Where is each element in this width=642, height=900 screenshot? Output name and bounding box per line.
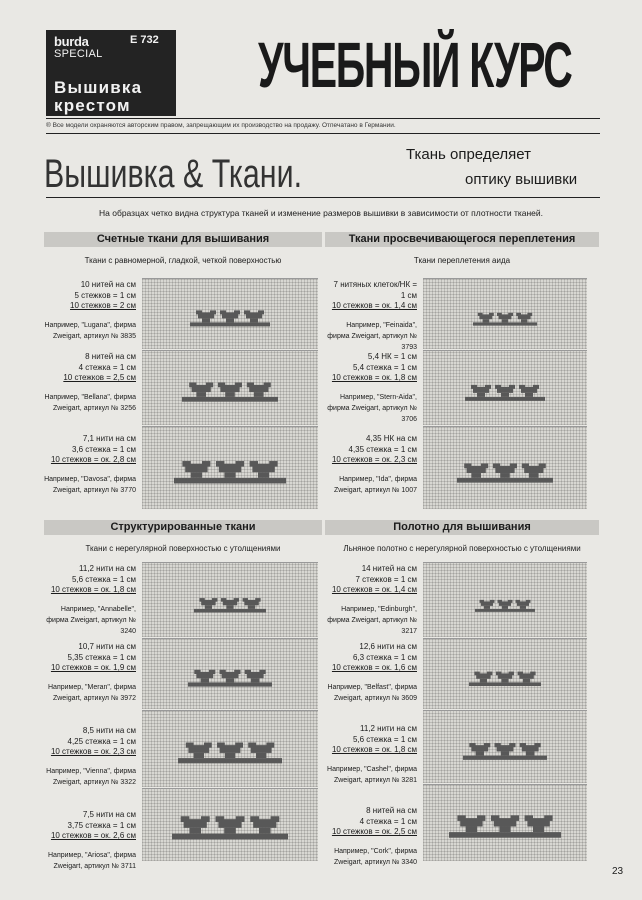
stitch-block <box>509 385 515 389</box>
fabric-spec <box>44 280 136 342</box>
fabric-swatch <box>142 710 318 787</box>
stitch-block <box>190 322 270 326</box>
thread-count: 8 нитей на см <box>366 806 417 815</box>
stitch-length: 10 стежков = ок. 1,4 см <box>331 301 417 310</box>
stitch-block <box>449 832 561 838</box>
fabric-spec <box>325 434 417 496</box>
fabric-swatch <box>423 562 587 637</box>
stitch-block <box>254 392 264 397</box>
panel-subtitle: Ткани переплетения аида <box>413 256 511 265</box>
stitch-block <box>224 828 236 834</box>
stitch-block <box>236 461 244 467</box>
stitch-block <box>248 605 255 609</box>
stitch-block <box>234 310 240 314</box>
stitch-block <box>457 815 465 821</box>
stitch-block <box>463 756 547 760</box>
stitch-block <box>235 743 243 748</box>
stitch-block <box>509 743 515 747</box>
panel-subtitle: Льняное полотно с нерегулярной поверхностью с утолщениями <box>343 544 581 553</box>
stitch-block <box>516 313 521 316</box>
stitch-block <box>255 598 260 602</box>
magazine-title-line1: Вышивка <box>54 78 143 97</box>
stitch-block <box>196 392 206 397</box>
copyright-rule <box>46 133 600 134</box>
stitch-block <box>527 313 532 316</box>
fabric-swatch <box>423 638 587 709</box>
stitch-block <box>202 318 210 322</box>
stitch-block <box>234 670 240 674</box>
tagline-line2: оптику вышивки <box>465 171 578 188</box>
stitch-length: 10 стежков = 2,5 см <box>63 373 136 382</box>
thread-count: 10 нитей на см <box>80 280 136 289</box>
panel-counted-fabrics <box>44 232 322 502</box>
thread-count: 8,5 нити на см <box>82 726 136 735</box>
panel-linen-fabrics <box>325 520 599 866</box>
stitch-block <box>189 828 201 834</box>
fabric-spec <box>325 564 417 637</box>
panel-structured-fabrics <box>44 520 322 870</box>
stitch-block <box>474 672 479 676</box>
panel-title: Ткани просвечивающегося переплетения <box>325 232 599 247</box>
stitch-block <box>487 672 492 676</box>
cross-stitch-motif <box>423 563 587 637</box>
fabric-product-note: Например, "Stern-Aida", фирма Zweigart, артикул № 3706 <box>327 393 417 423</box>
intro-text: На образцах четко видна структура тканей и изменение размеров вышивки в зависимости от плотности тканей. <box>99 208 543 218</box>
stitch-length: 10 стежков = ок. 2,3 см <box>50 747 136 756</box>
stitch-block <box>258 472 269 478</box>
fabric-swatch <box>423 784 587 861</box>
cross-stitch-motif <box>142 711 318 787</box>
stitch-block <box>481 463 488 468</box>
stitch-length: 10 стежков = ок. 2,8 см <box>50 455 136 464</box>
panel-aida-fabrics <box>325 232 599 502</box>
thread-count: 7,5 нити на см <box>82 810 136 819</box>
stitch-length: 10 стежков = ок. 2,6 см <box>50 831 136 840</box>
stitch-block <box>210 310 216 314</box>
stitch-block <box>212 598 217 602</box>
cross-stitch-motif <box>142 639 318 709</box>
stitch-block <box>519 385 525 389</box>
stitch-block <box>473 322 537 325</box>
cross-stitch-motif <box>423 279 587 349</box>
stitch-block <box>511 815 519 821</box>
thread-count: 11,2 нити на см <box>359 724 417 733</box>
stitch-block <box>194 753 204 758</box>
stitch-block <box>172 834 288 840</box>
brand-name: burda <box>54 34 89 49</box>
stitch-block <box>225 753 235 758</box>
stitch-block <box>206 382 213 387</box>
cross-stitch-motif <box>142 351 318 425</box>
fabric-swatch <box>423 278 587 349</box>
stitch-count: 5 стежков = 1 см <box>74 290 136 300</box>
fabric-spec <box>44 642 136 704</box>
stitch-block <box>256 753 266 758</box>
stitch-block <box>533 385 539 389</box>
stitch-block <box>480 679 487 683</box>
fabric-product-note: Например, "Cashel", фирма Zweigart, артикул № 3281 <box>327 765 417 784</box>
stitch-block <box>235 382 242 387</box>
fabric-swatch <box>142 426 318 509</box>
fabric-spec <box>44 564 136 637</box>
stitch-block <box>485 385 491 389</box>
stitch-block <box>225 392 235 397</box>
thread-count: 8 нитей на см <box>85 352 136 361</box>
fabric-spec <box>325 280 417 353</box>
stitch-block <box>533 827 544 833</box>
fabric-spec <box>325 724 417 786</box>
cross-stitch-motif <box>423 427 587 509</box>
fabric-product-note: Например, "Belfast", фирма Zweigart, артикул № 3609 <box>327 683 417 702</box>
stitch-count: 5,6 стежка = 1 см <box>71 574 136 584</box>
cross-stitch-motif <box>423 351 587 425</box>
stitch-block <box>539 463 546 468</box>
stitch-block <box>502 606 508 609</box>
stitch-block <box>194 609 266 613</box>
cross-stitch-motif <box>142 279 318 349</box>
stitch-count: 5,35 стежка = 1 см <box>67 652 136 662</box>
stitch-block <box>469 743 475 747</box>
fabric-product-note: Например, "Meran", фирма Zweigart, артикул № 3972 <box>48 683 136 702</box>
stitch-block <box>250 318 258 322</box>
cross-stitch-motif <box>142 563 318 637</box>
panel-title: Структурированные ткани <box>44 520 322 535</box>
stitch-length: 10 стежков = ок. 1,8 см <box>331 373 417 382</box>
stitch-block <box>196 310 202 314</box>
fabric-spec <box>325 806 417 868</box>
stitch-block <box>466 827 477 833</box>
stitch-block <box>201 678 209 682</box>
stitch-block <box>216 816 225 822</box>
fabric-swatch <box>142 278 318 349</box>
fabric-product-note: Например, "Lugana", фирма Zweigart, артикул № 3835 <box>44 321 136 340</box>
stitch-block <box>201 816 210 822</box>
brand-special: SPECIAL <box>54 48 103 60</box>
stitch-block <box>266 743 274 748</box>
stitch-block <box>189 382 196 387</box>
section-title: Вышивка & Ткани. <box>44 152 303 196</box>
magazine-logo <box>46 30 176 116</box>
stitch-block <box>483 319 489 322</box>
stitch-block <box>501 393 509 397</box>
thread-count: 7 нитяных клеток/НК = <box>333 280 417 289</box>
stitch-block <box>476 751 484 755</box>
stitch-block <box>471 473 481 478</box>
stitch-block <box>522 463 529 468</box>
thread-count: 11,2 нити на см <box>78 564 136 573</box>
panel-subtitle: Ткани с нерегулярной поверхностью с утолщениями <box>85 544 281 553</box>
fabric-product-note: Например, "Bellana", фирма Zweigart, артикул № 3256 <box>44 393 136 412</box>
stitch-block <box>250 816 259 822</box>
stitch-block <box>477 393 485 397</box>
fabric-swatch <box>423 350 587 425</box>
stitch-block <box>484 743 490 747</box>
stitch-block <box>209 670 215 674</box>
stitch-block <box>534 743 540 747</box>
stitch-length: 10 стежков = ок. 1,4 см <box>331 585 417 594</box>
fabric-swatch <box>423 710 587 783</box>
stitch-block <box>490 600 495 603</box>
stitch-block <box>216 461 224 467</box>
fabric-product-note: Например, "Cork", фирма Zweigart, артикул № 3340 <box>333 847 417 866</box>
stitch-length: 10 стежков = ок. 1,8 см <box>331 745 417 754</box>
stitch-block <box>178 758 282 763</box>
stitch-block <box>518 672 523 676</box>
stitch-block <box>526 751 534 755</box>
stitch-count: 3,75 стежка = 1 см <box>67 820 136 830</box>
fabric-product-note: Например, "Vienna", фирма Zweigart, артикул № 3322 <box>46 767 136 786</box>
stitch-block <box>520 743 526 747</box>
stitch-count: 4 стежка = 1 см <box>359 816 417 826</box>
stitch-block <box>496 672 501 676</box>
stitch-block <box>226 678 234 682</box>
cross-stitch-motif <box>423 639 587 709</box>
fabric-swatch <box>142 350 318 425</box>
stitch-block <box>529 473 539 478</box>
stitch-count: 3,6 стежка = 1 см <box>71 444 136 454</box>
stitch-block <box>523 679 530 683</box>
stitch-block <box>182 397 278 402</box>
cross-stitch-motif <box>142 427 318 509</box>
fabric-spec <box>325 642 417 704</box>
stitch-block <box>475 609 535 612</box>
stitch-block <box>478 313 483 316</box>
fabric-spec <box>44 434 136 496</box>
stitch-count: 6,3 стежка = 1 см <box>352 652 417 662</box>
stitch-block <box>509 672 514 676</box>
stitch-count: 4,35 стежка = 1 см <box>348 444 417 454</box>
fabric-swatch <box>142 562 318 637</box>
stitch-count: 4,25 стежка = 1 см <box>67 736 136 746</box>
stitch-block <box>457 478 553 483</box>
issue-code: E 732 <box>130 34 159 46</box>
page-number: 23 <box>612 866 624 877</box>
thread-count: 10,7 нити на см <box>78 642 136 651</box>
stitch-length: 10 стежков = ок. 2,3 см <box>331 455 417 464</box>
section-rule <box>46 197 600 198</box>
fabric-spec <box>325 352 417 425</box>
stitch-block <box>484 606 490 609</box>
stitch-block <box>243 598 248 602</box>
stitch-block <box>530 672 535 676</box>
thread-count: 14 нитей на см <box>361 564 417 573</box>
fabric-spec <box>44 726 136 788</box>
stitch-block <box>181 816 190 822</box>
stitch-block <box>224 472 235 478</box>
stitch-block <box>491 815 499 821</box>
stitch-block <box>497 313 502 316</box>
stitch-block <box>501 679 508 683</box>
stitch-block <box>516 600 521 603</box>
stitch-block <box>188 682 272 686</box>
fabric-product-note: Например, "Feinaida", фирма Zweigart, артикул № 3793 <box>327 321 417 351</box>
stitch-block <box>202 461 210 467</box>
stitch-block <box>498 600 503 603</box>
stitch-block <box>465 397 545 401</box>
stitch-block <box>508 600 513 603</box>
fabric-product-note: Например, "Davosa", фирма Zweigart, артикул № 3770 <box>44 475 136 494</box>
stitch-block <box>495 743 501 747</box>
stitch-block <box>544 815 552 821</box>
stitch-block <box>271 816 280 822</box>
stitch-length: 10 стежков = ок. 1,9 см <box>50 663 136 672</box>
stitch-block <box>226 605 233 609</box>
stitch-block <box>471 385 477 389</box>
stitch-block <box>500 473 510 478</box>
stitch-block <box>525 815 533 821</box>
panel-title: Полотно для вышивания <box>325 520 599 535</box>
stitch-block <box>244 310 250 314</box>
stitch-block <box>245 670 251 674</box>
stitch-length: 10 стежков = ок. 1,8 см <box>50 585 136 594</box>
fabric-swatch <box>142 638 318 709</box>
fabric-spec <box>44 810 136 872</box>
stitch-length: 10 стежков = ок. 1,6 см <box>331 663 417 672</box>
stitch-count: 4 стежка = 1 см <box>78 362 136 372</box>
panel-subtitle: Ткани с равномерной, гладкой, четкой поверхностью <box>84 256 282 265</box>
stitch-block <box>493 463 500 468</box>
fabric-product-note: Например, "Edinburgh", фирма Zweigart, артикул № 3217 <box>327 605 417 635</box>
stitch-block <box>217 743 225 748</box>
stitch-count: 1 см <box>400 290 417 300</box>
panel-title: Счетные ткани для вышивания <box>44 232 322 247</box>
stitch-block <box>204 743 212 748</box>
stitch-block <box>221 598 226 602</box>
fabric-product-note: Например, "Annabelle", фирма Zweigart, артикул № 3240 <box>46 605 136 635</box>
stitch-block <box>520 606 526 609</box>
stitch-block <box>191 472 202 478</box>
stitch-block <box>234 598 239 602</box>
fabric-product-note: Например, "Ariosa", фирма Zweigart, артикул № 3711 <box>48 851 136 870</box>
stitch-block <box>218 382 225 387</box>
stitch-length: 10 стежков = 2 см <box>70 301 136 310</box>
stitch-count: 7 стежков = 1 см <box>355 574 417 584</box>
stitch-block <box>248 743 256 748</box>
copyright-note: ® Все модели охраняются авторским правом, запрещающим их производство на продажу. Отпечатано в Германии. <box>46 122 396 129</box>
stitch-block <box>501 751 509 755</box>
magazine-title-line2: крестом <box>54 96 131 115</box>
stitch-block <box>220 310 226 314</box>
cross-stitch-motif <box>423 711 587 783</box>
stitch-block <box>480 600 485 603</box>
stitch-block <box>236 816 245 822</box>
stitch-block <box>495 385 501 389</box>
stitch-block <box>259 828 271 834</box>
thread-count: 7,1 нити на см <box>82 434 136 443</box>
stitch-block <box>205 605 212 609</box>
thread-count: 5,4 НК = 1 см <box>367 352 417 361</box>
stitch-block <box>226 318 234 322</box>
thread-count: 12,6 нити на см <box>359 642 417 651</box>
stitch-block <box>174 478 286 484</box>
stitch-block <box>220 670 226 674</box>
stitch-block <box>264 382 271 387</box>
stitch-block <box>199 598 204 602</box>
stitch-block <box>508 313 513 316</box>
stitch-block <box>489 313 494 316</box>
stitch-block <box>464 463 471 468</box>
stitch-length: 10 стежков = ок. 2,5 см <box>331 827 417 836</box>
stitch-block <box>251 678 259 682</box>
stitch-block <box>269 461 277 467</box>
cross-stitch-motif <box>142 789 318 861</box>
fabric-swatch <box>423 426 587 509</box>
fabric-product-note: Например, "Ida", фирма Zweigart, артикул № 1007 <box>333 475 417 494</box>
stitch-block <box>477 815 485 821</box>
stitch-block <box>510 463 517 468</box>
stitch-block <box>469 682 541 686</box>
stitch-block <box>258 310 264 314</box>
stitch-block <box>502 319 508 322</box>
stitch-block <box>250 461 258 467</box>
thread-count: 4,35 НК на см <box>365 434 417 443</box>
fabric-swatch <box>142 788 318 861</box>
stitch-block <box>182 461 190 467</box>
stitch-block <box>499 827 510 833</box>
stitch-block <box>521 319 527 322</box>
cross-stitch-motif <box>423 785 587 861</box>
stitch-block <box>259 670 265 674</box>
stitch-block <box>186 743 194 748</box>
stitch-block <box>247 382 254 387</box>
stitch-block <box>526 600 531 603</box>
header-rule <box>46 118 600 119</box>
stitch-count: 5,6 стежка = 1 см <box>352 734 417 744</box>
stitch-block <box>194 670 200 674</box>
stitch-count: 5,4 стежка = 1 см <box>352 362 417 372</box>
fabric-spec <box>44 352 136 414</box>
course-title: УЧЕБНЫЙ КУРС <box>258 29 572 101</box>
tagline-line1: Ткань определяет <box>406 146 532 163</box>
stitch-block <box>525 393 533 397</box>
